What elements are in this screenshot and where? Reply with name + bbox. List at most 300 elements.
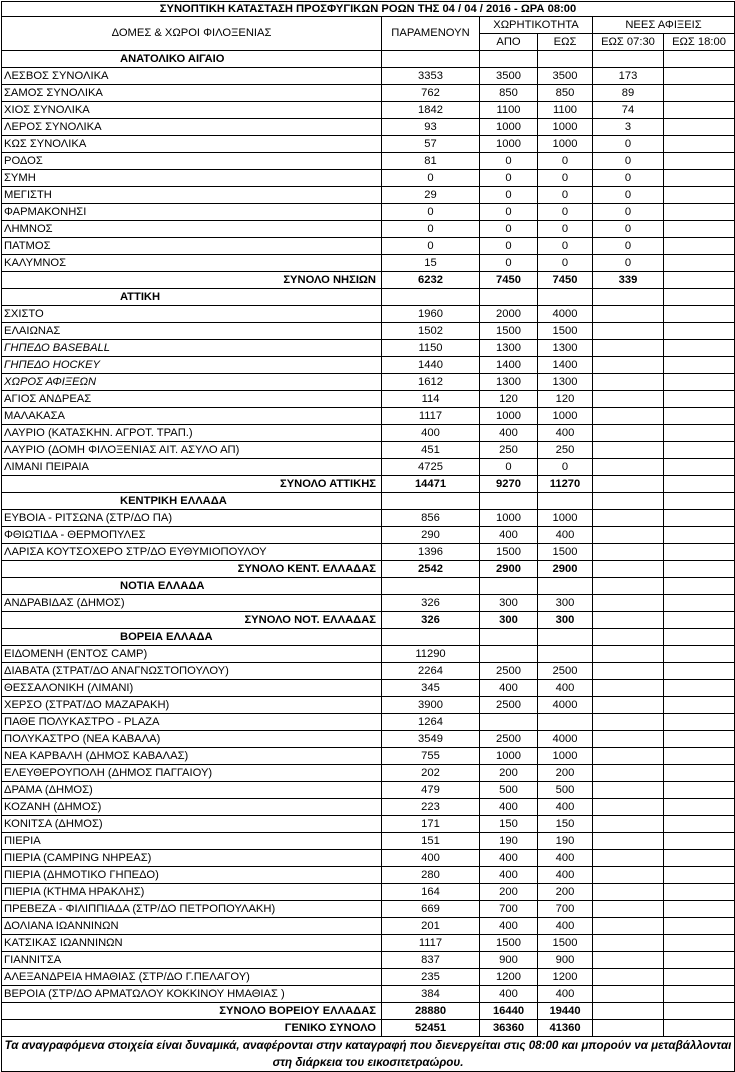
capacity-from-value: 2500: [480, 731, 538, 748]
arrivals-0730-value: [593, 748, 664, 765]
remaining-value: 856: [382, 510, 480, 527]
remaining-value: [382, 51, 480, 68]
capacity-to-value: 0: [538, 153, 593, 170]
structure-name: ΠΙΕΡΙΑ (ΚΤΗΜΑ ΗΡΑΚΛΗΣ): [2, 884, 382, 901]
capacity-from-value: 400: [480, 918, 538, 935]
arrivals-0730-value: [593, 850, 664, 867]
capacity-to-value: 200: [538, 884, 593, 901]
structure-name: ΝΟΤΙΑ ΕΛΛΑΔΑ: [2, 578, 382, 595]
remaining-value: [382, 493, 480, 510]
arrivals-0730-value: [593, 629, 664, 646]
structure-name: ΓΗΠΕΔΟ BASEBALL: [2, 340, 382, 357]
capacity-to-value: 0: [538, 238, 593, 255]
structure-name: ΦΑΡΜΑΚΟΝΗΣΙ: [2, 204, 382, 221]
remaining-value: [382, 578, 480, 595]
capacity-from-value: 0: [480, 187, 538, 204]
capacity-to-value: 0: [538, 459, 593, 476]
table-row: [2, 816, 735, 833]
header-new-arrivals: ΝΕΕΣ ΑΦΙΞΕΙΣ: [593, 17, 735, 34]
region-row: [2, 51, 735, 68]
arrivals-0730-value: [593, 986, 664, 1003]
remaining-value: 151: [382, 833, 480, 850]
header-capacity-from: ΑΠΟ: [480, 34, 538, 51]
capacity-from-value: 1000: [480, 119, 538, 136]
arrivals-1800-value: [664, 901, 735, 918]
table-row: [2, 646, 735, 663]
capacity-from-value: 200: [480, 884, 538, 901]
capacity-from-value: [480, 289, 538, 306]
capacity-from-value: 400: [480, 867, 538, 884]
arrivals-1800-value: [664, 408, 735, 425]
table-row: [2, 952, 735, 969]
arrivals-0730-value: [593, 714, 664, 731]
structure-name: ΚΑΛΥΜΝΟΣ: [2, 255, 382, 272]
arrivals-1800-value: [664, 340, 735, 357]
table-row: [2, 884, 735, 901]
table-row: [2, 595, 735, 612]
arrivals-0730-value: [593, 663, 664, 680]
table-row: [2, 918, 735, 935]
capacity-to-value: 120: [538, 391, 593, 408]
table-row: [2, 153, 735, 170]
remaining-value: 479: [382, 782, 480, 799]
structure-name: ΒΕΡΟΙΑ (ΣΤΡ/ΔΟ ΑΡΜΑΤΩΛΟΥ ΚΟΚΚΙΝΟΥ ΗΜΑΘΙΑΣ ): [2, 986, 382, 1003]
remaining-value: 171: [382, 816, 480, 833]
capacity-to-value: 4000: [538, 697, 593, 714]
arrivals-1800-value: [664, 170, 735, 187]
remaining-value: 0: [382, 204, 480, 221]
capacity-to-value: 0: [538, 255, 593, 272]
arrivals-1800-value: [664, 153, 735, 170]
capacity-to-value: 7450: [538, 272, 593, 289]
arrivals-0730-value: [593, 867, 664, 884]
capacity-to-value: 19440: [538, 1003, 593, 1020]
arrivals-1800-value: [664, 425, 735, 442]
structure-name: ΚΟΖΑΝΗ (ΔΗΜΟΣ): [2, 799, 382, 816]
arrivals-1800-value: [664, 255, 735, 272]
arrivals-0730-value: [593, 1003, 664, 1020]
capacity-to-value: 1000: [538, 408, 593, 425]
remaining-value: 1960: [382, 306, 480, 323]
capacity-to-value: 41360: [538, 1020, 593, 1037]
remaining-value: 28880: [382, 1003, 480, 1020]
arrivals-1800-value: [664, 850, 735, 867]
capacity-from-value: 300: [480, 612, 538, 629]
arrivals-1800-value: [664, 595, 735, 612]
capacity-to-value: [538, 51, 593, 68]
capacity-from-value: 1000: [480, 408, 538, 425]
arrivals-1800-value: [664, 799, 735, 816]
arrivals-1800-value: [664, 85, 735, 102]
capacity-from-value: 400: [480, 425, 538, 442]
arrivals-0730-value: 0: [593, 204, 664, 221]
arrivals-1800-value: [664, 782, 735, 799]
capacity-to-value: 1000: [538, 119, 593, 136]
arrivals-1800-value: [664, 476, 735, 493]
total-row: [2, 1003, 735, 1020]
arrivals-1800-value: [664, 697, 735, 714]
capacity-from-value: 1500: [480, 544, 538, 561]
capacity-to-value: [538, 578, 593, 595]
structure-name: ΕΛΕΥΘΕΡΟΥΠΟΛΗ (ΔΗΜΟΣ ΠΑΓΓΑΙΟΥ): [2, 765, 382, 782]
structure-name: ΠΙΕΡΙΑ (ΔΗΜΟΤΙΚΟ ΓΗΠΕΔΟ): [2, 867, 382, 884]
refugee-flows-table: [1, 1, 735, 1072]
arrivals-0730-value: [593, 1020, 664, 1037]
table-row: [2, 833, 735, 850]
arrivals-1800-value: [664, 578, 735, 595]
capacity-to-value: 400: [538, 867, 593, 884]
capacity-to-value: 1500: [538, 544, 593, 561]
capacity-to-value: 1500: [538, 323, 593, 340]
table-row: [2, 136, 735, 153]
capacity-from-value: [480, 51, 538, 68]
remaining-value: 3900: [382, 697, 480, 714]
capacity-from-value: 0: [480, 221, 538, 238]
remaining-value: 52451: [382, 1020, 480, 1037]
arrivals-0730-value: 173: [593, 68, 664, 85]
remaining-value: 3353: [382, 68, 480, 85]
table-row: [2, 442, 735, 459]
arrivals-0730-value: 0: [593, 187, 664, 204]
capacity-to-value: 300: [538, 612, 593, 629]
arrivals-1800-value: [664, 493, 735, 510]
table-row: [2, 510, 735, 527]
arrivals-1800-value: [664, 442, 735, 459]
header-structures: ΔΟΜΕΣ & ΧΩΡΟΙ ΦΙΛΟΞΕΝΙΑΣ: [2, 17, 382, 51]
arrivals-1800-value: [664, 935, 735, 952]
arrivals-1800-value: [664, 629, 735, 646]
capacity-to-value: [538, 714, 593, 731]
structure-name: ΣΥΝΟΛΟ ΒΟΡΕΙΟΥ ΕΛΛΑΔΑΣ: [2, 1003, 382, 1020]
structure-name: ΑΝΔΡΑΒΙΔΑΣ (ΔΗΜΟΣ): [2, 595, 382, 612]
capacity-to-value: 0: [538, 221, 593, 238]
arrivals-1800-value: [664, 714, 735, 731]
table-row: [2, 102, 735, 119]
capacity-from-value: 0: [480, 153, 538, 170]
remaining-value: 11290: [382, 646, 480, 663]
remaining-value: 0: [382, 170, 480, 187]
remaining-value: 0: [382, 221, 480, 238]
remaining-value: 114: [382, 391, 480, 408]
capacity-to-value: 1100: [538, 102, 593, 119]
capacity-to-value: 500: [538, 782, 593, 799]
structure-name: ΣΧΙΣΤΟ: [2, 306, 382, 323]
structure-name: ΘΕΣΣΑΛΟΝΙΚΗ (ΛΙΜΑΝΙ): [2, 680, 382, 697]
capacity-from-value: 200: [480, 765, 538, 782]
arrivals-1800-value: [664, 51, 735, 68]
arrivals-0730-value: [593, 765, 664, 782]
arrivals-0730-value: [593, 731, 664, 748]
capacity-to-value: 1000: [538, 136, 593, 153]
arrivals-1800-value: [664, 374, 735, 391]
remaining-value: 57: [382, 136, 480, 153]
capacity-from-value: 250: [480, 442, 538, 459]
arrivals-0730-value: [593, 306, 664, 323]
arrivals-1800-value: [664, 731, 735, 748]
table-row: [2, 663, 735, 680]
arrivals-0730-value: [593, 578, 664, 595]
structure-name: ΓΕΝΙΚΟ ΣΥΝΟΛΟ: [2, 1020, 382, 1037]
remaining-value: 280: [382, 867, 480, 884]
table-row: [2, 323, 735, 340]
structure-name: ΑΛΕΞΑΝΔΡΕΙΑ ΗΜΑΘΙΑΣ (ΣΤΡ/ΔΟ Γ.ΠΕΛΑΓΟΥ): [2, 969, 382, 986]
capacity-to-value: 1200: [538, 969, 593, 986]
header-row-1: [2, 17, 735, 34]
capacity-from-value: 1100: [480, 102, 538, 119]
remaining-value: 1612: [382, 374, 480, 391]
remaining-value: 837: [382, 952, 480, 969]
arrivals-0730-value: [593, 510, 664, 527]
structure-name: ΑΝΑΤΟΛΙΚΟ ΑΙΓΑΙΟ: [2, 51, 382, 68]
capacity-to-value: 400: [538, 680, 593, 697]
capacity-to-value: 300: [538, 595, 593, 612]
arrivals-0730-value: [593, 935, 664, 952]
arrivals-0730-value: 74: [593, 102, 664, 119]
table-row: [2, 391, 735, 408]
arrivals-1800-value: [664, 646, 735, 663]
arrivals-0730-value: [593, 697, 664, 714]
structure-name: ΑΤΤΙΚΗ: [2, 289, 382, 306]
capacity-from-value: 400: [480, 986, 538, 1003]
remaining-value: 400: [382, 850, 480, 867]
capacity-from-value: 400: [480, 680, 538, 697]
capacity-from-value: [480, 578, 538, 595]
capacity-to-value: 400: [538, 425, 593, 442]
arrivals-0730-value: [593, 969, 664, 986]
arrivals-1800-value: [664, 561, 735, 578]
capacity-to-value: 900: [538, 952, 593, 969]
capacity-to-value: 190: [538, 833, 593, 850]
structure-name: ΣΑΜΟΣ ΣΥΝΟΛΙΚΑ: [2, 85, 382, 102]
remaining-value: 755: [382, 748, 480, 765]
remaining-value: [382, 289, 480, 306]
structure-name: ΚΩΣ ΣΥΝΟΛΙΚΑ: [2, 136, 382, 153]
structure-name: ΛΗΜΝΟΣ: [2, 221, 382, 238]
arrivals-1800-value: [664, 136, 735, 153]
remaining-value: 0: [382, 238, 480, 255]
table-row: [2, 68, 735, 85]
capacity-from-value: 2000: [480, 306, 538, 323]
capacity-from-value: 36360: [480, 1020, 538, 1037]
table-row: [2, 357, 735, 374]
capacity-to-value: 1300: [538, 340, 593, 357]
capacity-from-value: 1000: [480, 748, 538, 765]
table-row: [2, 901, 735, 918]
structure-name: ΕΙΔΟΜΕΝΗ (ΕΝΤΟΣ CAMP): [2, 646, 382, 663]
capacity-to-value: 11270: [538, 476, 593, 493]
region-row: [2, 578, 735, 595]
table-row: [2, 170, 735, 187]
arrivals-1800-value: [664, 765, 735, 782]
remaining-value: 326: [382, 612, 480, 629]
total-row: [2, 612, 735, 629]
table-row: [2, 221, 735, 238]
capacity-to-value: 1500: [538, 935, 593, 952]
table-row: [2, 969, 735, 986]
structure-name: ΠΙΕΡΙΑ (CAMPING ΝΗΡΕΑΣ): [2, 850, 382, 867]
capacity-to-value: 700: [538, 901, 593, 918]
remaining-value: 1264: [382, 714, 480, 731]
remaining-value: 6232: [382, 272, 480, 289]
capacity-to-value: 4000: [538, 306, 593, 323]
arrivals-1800-value: [664, 391, 735, 408]
arrivals-0730-value: [593, 918, 664, 935]
arrivals-0730-value: [593, 799, 664, 816]
footnote-row: [2, 1037, 735, 1072]
structure-name: ΠΑΘΕ ΠΟΛΥΚΑΣΤΡΟ - PLAZA: [2, 714, 382, 731]
arrivals-0730-value: [593, 340, 664, 357]
capacity-from-value: 0: [480, 204, 538, 221]
capacity-to-value: 0: [538, 170, 593, 187]
structure-name: ΣΥΝΟΛΟ ΝΟΤ. ΕΛΛΑΔΑΣ: [2, 612, 382, 629]
structure-name: ΝΕΑ ΚΑΡΒΑΛΗ (ΔΗΜΟΣ ΚΑΒΑΛΑΣ): [2, 748, 382, 765]
structure-name: ΠΙΕΡΙΑ: [2, 833, 382, 850]
arrivals-0730-value: [593, 408, 664, 425]
remaining-value: 1440: [382, 357, 480, 374]
arrivals-1800-value: [664, 459, 735, 476]
arrivals-1800-value: [664, 119, 735, 136]
arrivals-1800-value: [664, 323, 735, 340]
capacity-to-value: 150: [538, 816, 593, 833]
total-row: [2, 272, 735, 289]
remaining-value: 1502: [382, 323, 480, 340]
arrivals-0730-value: [593, 374, 664, 391]
capacity-from-value: 400: [480, 799, 538, 816]
arrivals-0730-value: 0: [593, 170, 664, 187]
capacity-from-value: [480, 714, 538, 731]
capacity-from-value: 190: [480, 833, 538, 850]
remaining-value: 4725: [382, 459, 480, 476]
remaining-value: 762: [382, 85, 480, 102]
capacity-to-value: 400: [538, 918, 593, 935]
total-row: [2, 561, 735, 578]
capacity-from-value: 900: [480, 952, 538, 969]
arrivals-0730-value: [593, 901, 664, 918]
table-row: [2, 935, 735, 952]
capacity-from-value: 1500: [480, 323, 538, 340]
table-row: [2, 748, 735, 765]
table-row: [2, 680, 735, 697]
table-row: [2, 850, 735, 867]
arrivals-0730-value: [593, 425, 664, 442]
capacity-to-value: 400: [538, 527, 593, 544]
table-row: [2, 527, 735, 544]
structure-name: ΧΕΡΣΟ (ΣΤΡΑΤ/ΔΟ ΜΑΖΑΡΑΚΗ): [2, 697, 382, 714]
arrivals-0730-value: 0: [593, 153, 664, 170]
arrivals-0730-value: [593, 391, 664, 408]
arrivals-0730-value: [593, 884, 664, 901]
capacity-from-value: 2500: [480, 663, 538, 680]
arrivals-0730-value: [593, 816, 664, 833]
total-row: [2, 476, 735, 493]
table-row: [2, 238, 735, 255]
remaining-value: 326: [382, 595, 480, 612]
structure-name: ΦΘΙΩΤΙΔΑ - ΘΕΡΜΟΠΥΛΕΣ: [2, 527, 382, 544]
arrivals-1800-value: [664, 289, 735, 306]
table-row: [2, 340, 735, 357]
structure-name: ΛΕΣΒΟΣ ΣΥΝΟΛΙΚΑ: [2, 68, 382, 85]
arrivals-0730-value: [593, 459, 664, 476]
arrivals-1800-value: [664, 986, 735, 1003]
table-row: [2, 765, 735, 782]
footnote: Τα αναγραφόμενα στοιχεία είναι δυναμικά, αναφέρονται στην καταγραφή που διενεργείται στις 08:00 και μπορούν να μεταβάλλονται στη διάρκεια του εικοσιτετραώρου.: [2, 1037, 735, 1072]
arrivals-0730-value: 3: [593, 119, 664, 136]
capacity-from-value: 0: [480, 459, 538, 476]
capacity-to-value: 1000: [538, 748, 593, 765]
capacity-from-value: 400: [480, 527, 538, 544]
remaining-value: 451: [382, 442, 480, 459]
capacity-from-value: 2900: [480, 561, 538, 578]
capacity-to-value: 2500: [538, 663, 593, 680]
remaining-value: 81: [382, 153, 480, 170]
capacity-to-value: 0: [538, 187, 593, 204]
capacity-from-value: 1300: [480, 374, 538, 391]
arrivals-1800-value: [664, 663, 735, 680]
arrivals-0730-value: [593, 782, 664, 799]
remaining-value: 669: [382, 901, 480, 918]
structure-name: ΡΟΔΟΣ: [2, 153, 382, 170]
structure-name: ΧΩΡΟΣ ΑΦΙΞΕΩΝ: [2, 374, 382, 391]
structure-name: ΛΕΡΟΣ ΣΥΝΟΛΙΚΑ: [2, 119, 382, 136]
arrivals-1800-value: [664, 969, 735, 986]
arrivals-0730-value: [593, 442, 664, 459]
structure-name: ΚΟΝΙΤΣΑ (ΔΗΜΟΣ): [2, 816, 382, 833]
capacity-from-value: 0: [480, 170, 538, 187]
arrivals-1800-value: [664, 221, 735, 238]
capacity-to-value: 400: [538, 850, 593, 867]
capacity-to-value: 1400: [538, 357, 593, 374]
capacity-from-value: 850: [480, 85, 538, 102]
arrivals-1800-value: [664, 680, 735, 697]
arrivals-0730-value: [593, 289, 664, 306]
remaining-value: 164: [382, 884, 480, 901]
arrivals-1800-value: [664, 816, 735, 833]
report-title: ΣΥΝΟΠΤΙΚΗ ΚΑΤΑΣΤΑΣΗ ΠΡΟΣΦΥΓΙΚΩΝ ΡΟΩΝ ΤΗΣ 04 / 04 / 2016 - ΩΡΑ 08:00: [2, 2, 735, 17]
capacity-from-value: 1500: [480, 935, 538, 952]
table-row: [2, 731, 735, 748]
capacity-from-value: 16440: [480, 1003, 538, 1020]
capacity-from-value: 120: [480, 391, 538, 408]
remaining-value: 1842: [382, 102, 480, 119]
arrivals-1800-value: [664, 833, 735, 850]
capacity-from-value: 1000: [480, 136, 538, 153]
table-row: [2, 544, 735, 561]
structure-name: ΜΕΓΙΣΤΗ: [2, 187, 382, 204]
remaining-value: 1396: [382, 544, 480, 561]
structure-name: ΛΑΥΡΙΟ (ΚΑΤΑΣΚΗΝ. ΑΓΡΟΤ. ΤΡΑΠ.): [2, 425, 382, 442]
arrivals-0730-value: [593, 952, 664, 969]
table-row: [2, 697, 735, 714]
capacity-from-value: 9270: [480, 476, 538, 493]
arrivals-1800-value: [664, 1020, 735, 1037]
arrivals-0730-value: [593, 493, 664, 510]
table-row: [2, 459, 735, 476]
arrivals-0730-value: [593, 357, 664, 374]
capacity-from-value: 7450: [480, 272, 538, 289]
capacity-to-value: [538, 646, 593, 663]
arrivals-0730-value: [593, 323, 664, 340]
remaining-value: 15: [382, 255, 480, 272]
structure-name: ΔΙΑΒΑΤΑ (ΣΤΡΑΤ/ΔΟ ΑΝΑΓΝΩΣΤΟΠΟΥΛΟΥ): [2, 663, 382, 680]
table-row: [2, 119, 735, 136]
structure-name: ΓΗΠΕΔΟ HOCKEY: [2, 357, 382, 374]
arrivals-0730-value: [593, 527, 664, 544]
capacity-to-value: [538, 629, 593, 646]
capacity-to-value: 1300: [538, 374, 593, 391]
arrivals-0730-value: [593, 833, 664, 850]
structure-name: ΕΥΒΟΙΑ - ΡΙΤΣΩΝΑ (ΣΤΡ/ΔΟ ΠΑ): [2, 510, 382, 527]
capacity-to-value: 2900: [538, 561, 593, 578]
